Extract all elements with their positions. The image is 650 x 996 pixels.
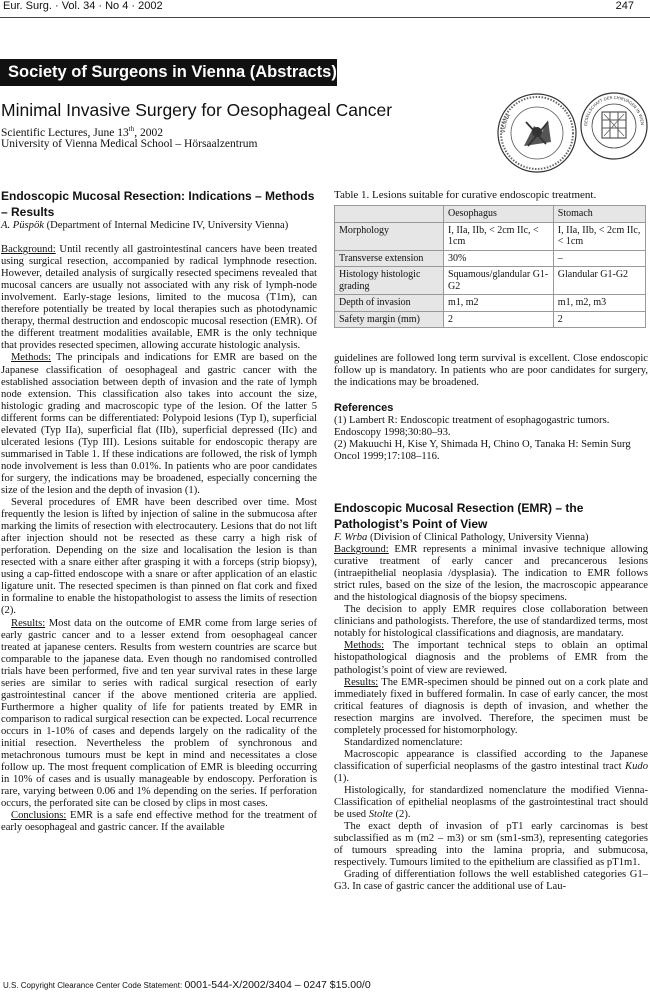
- table-row-label: Depth of invasion: [335, 295, 444, 312]
- table-row: [335, 295, 646, 312]
- table-corner-cell: [335, 206, 444, 223]
- table-row: [335, 267, 646, 295]
- table-cell: Glandular G1-G2: [553, 267, 645, 295]
- table-cell: m1, m2: [444, 295, 554, 312]
- page-number: 247: [615, 0, 634, 12]
- article2-author: [334, 532, 648, 544]
- table-row-label: Histology histologic grading: [335, 267, 444, 295]
- society-seal-icon: [580, 92, 648, 160]
- table-row: [335, 222, 646, 250]
- article1-author: [1, 220, 317, 232]
- reference-2: (2) Makuuchi H, Kise Y, Shimada H, Chino O, Tanaka H: Semin Surg Oncol 1999;17:108–116.: [334, 439, 631, 463]
- reference-1: (1) Lambert R: Endoscopic treatment of esophagogastric tumors. Endoscopy 1998;30:80–93.: [334, 415, 610, 439]
- article2-methods-text: The important technical steps to oblain an optimal histopathological diagnosis and the problems of EMR from the pathologist’s point of view are reviewed.: [334, 640, 648, 676]
- table-cell: 30%: [444, 250, 554, 267]
- table-header-oesophagus: Oesophagus: [444, 206, 554, 223]
- article1-continuation-column: [334, 353, 648, 463]
- seal2-text: GESELLSCHAFT DER CHIRURGEN IN WIEN: [582, 94, 646, 127]
- article2-results: [334, 677, 648, 737]
- article2-histo: [334, 785, 648, 821]
- article2-methods-label: Methods:: [344, 640, 385, 652]
- table-row: [335, 311, 646, 328]
- article2-title: Endoscopic Mucosal Resection (EMR) – the Pathologist’s Point of View: [334, 501, 584, 531]
- article1-para3: Several procedures of EMR have been described over time. Most frequently the lesion is lifted by injection of saline in the submucosa after marking the limits of resection with electrocautery. Lesions that do not lift after injection should not be resected as these carry a high risk of perforation. Depending on the size and localisation the lesion is than resected with a snare either after grasping it with a forceps (strip biopsy), using a cap-fitted endoscope with a snare or after application of an elastic ligature unit. The resected specimen is than pinned on flat cork and fixed in formaline to enable the histopathologist to assess the limits of resection (2).: [1, 497, 317, 617]
- article1-conclusions-text: EMR is a safe end effective method for the treatment of early oesophageal and gastric cancer. If the available: [1, 810, 317, 834]
- article2-nomenclature: Standardized nomenclature:: [344, 736, 463, 748]
- article1-methods: [1, 352, 317, 497]
- lecture-date-year: , 2002: [134, 126, 163, 139]
- table-header-stomach: Stomach: [553, 206, 645, 223]
- running-header: [0, 0, 650, 14]
- article2-background-text: EMR represents a minimal invasive technique allowing curative treatment of early cancer and precancerous lesions (intraepithelial neoplasia /dysplasia). The indication to EMR follows strict rules, based on the size of the lesion, the macroscopic appearance and the histological diagnosis of the biopsy specimens.: [334, 544, 648, 604]
- article1-results-label: Results:: [11, 617, 46, 629]
- table1-caption: Table 1. Lesions suitable for curative endoscopic treatment.: [334, 189, 597, 201]
- article1-author-name: A. Püspök: [1, 220, 44, 231]
- copyright-code: 0001-544-X/2002/3404 – 0247 $15.00/0: [184, 979, 371, 991]
- copyright-footer: [3, 979, 371, 991]
- table-cell: Squamous/glandular G1-G2: [444, 267, 554, 295]
- table-row: [335, 250, 646, 267]
- table-header-row: [335, 206, 646, 223]
- article1-background-label: Background:: [1, 244, 56, 256]
- article1-background: [1, 244, 317, 352]
- article2-macro-ref: (1).: [334, 772, 350, 784]
- journal-citation: Eur. Surg. · Vol. 34 · No 4 · 2002: [3, 0, 163, 12]
- article1-background-text: Until recently all gastrointestinal cancers have been treated using surgical resection, accompanied by radical lymphnode resection. However, detailed analysis of surgically resected specimens revealed that mucosal cancers are usually not associated with any risk of lymph-node involvement. Early-stage lesions, limited to the mucosa (T1m), can therefore potentially be treated by local therapies such as photodynamic therapy, thermal destruction and endoscopic mucosal resection (EMR). Of the different treatment modalities available, EMR is the only technique that provides resected specimen, allowing accurate histologic analysis.: [1, 244, 317, 352]
- article1-title: Endoscopic Mucosal Resection: Indications – Methods – Results: [1, 189, 315, 219]
- article2-macro: [334, 749, 648, 785]
- university-seal-icon: [496, 92, 578, 174]
- article1-methods-text: The principals and indications for EMR are based on the Japanese classification of oesophageal and gastric cancer with the established association between depth of invasion and the rate of lymph node extension. This classification also takes into account the size, histologic grading and macroscopic type of the lesion. Of the latter 5 different forms can be differentiated: Polypoid lesions (Typ I), superficial elevated (Typ IIa), superficial flat (IIb), superficial depressed (IIc) and ulcerated lesions (Typ III). Lesions suitable for endoscopic therapy are summarised in Table 1. If these indications are followed, the risk of lymph node involvement is less than 0.01%. In patients who are poor candidates for surgery, the indications may be broadened, especially concerning the size of the lesion and the depth of invasion (1).: [1, 352, 317, 496]
- header-rule: [0, 17, 650, 18]
- lecture-date: [1, 125, 163, 139]
- article2-column: [334, 500, 648, 893]
- lecture-date-text: Scientific Lectures, June 13: [1, 126, 129, 139]
- references-title: References: [334, 402, 394, 415]
- article2-author-name: F. Wrba: [334, 532, 368, 543]
- table-cell: 2: [553, 311, 645, 328]
- article2-background-label: Background:: [334, 544, 389, 556]
- article2-depth: The exact depth of invasion of pT1 early carcinomas is best subclassified as m (m2 – m3) or sm (sm1-sm3), representing categories of tumours spreading into the lamina propria, and submucosa, respectively. Tumours limited to the epithelium are classified as pT1m1.: [334, 821, 648, 869]
- table-row-label: Transverse extension: [335, 250, 444, 267]
- article2-background: [334, 544, 648, 604]
- article2-results-label: Results:: [344, 676, 379, 688]
- table-cell: m1, m2, m3: [553, 295, 645, 312]
- table-cell: –: [553, 250, 645, 267]
- article2-para2: The decision to apply EMR requires close collaboration between clinicians and pathologists. Therefore, the use of standardized terms, most notably for histological classifications and diagnosis, are mandatary.: [334, 604, 649, 640]
- section-banner: Society of Surgeons in Vienna (Abstracts): [0, 59, 337, 86]
- article2-macro-text: Macroscopic appearance is classified according to the Japanese classification of superficial neoplasms of the gastro intestinal tract: [334, 748, 648, 772]
- table-row-label: Morphology: [335, 222, 444, 250]
- article2-methods: [334, 640, 648, 676]
- article1-results-text: Most data on the outcome of EMR come from large series of early gastric cancer and to a lesser extend from oesophageal cancer treated at japanese centers. Results from western countries are scarce but comparable to the japanese data. Even though no randomised controlled trials have been performed, five and ten year survival rates in these large series are similar to series with radical surgical resection of early gastrointestinal cancer if the above mentioned criteria are applied. Furthermore a higher quality of life for patients treated by EMR in comparison to radical surgical resection can be expected. Local recurrence occurs in 1-10% of cases and depends largely on the radicality of the initial resection. Nevertheless the problem of synchronous and metachronous tumours must be kept in mind and necessitates a close follow up. The most frequent complication of EMR is bleeding occurring in 10% of cases and is usually manageable by endoscopy. Perforation is rare, varying between 0.06 and 1% depending on the series. If perforation occurs, the perforated site can be closed by clips in most cases.: [1, 617, 317, 810]
- copyright-statement: U.S. Copyright Clearance Center Code Statement:: [3, 981, 183, 990]
- article2-author-affil: (Division of Clinical Pathology, University Vienna): [367, 532, 589, 543]
- table-cell: I, IIa, IIb, < 2cm IIc, < 1cm: [553, 222, 645, 250]
- article2-grading: Grading of differentiation follows the well established categories G1– G3. In case of gastric cancer the additional use of Lau-: [334, 869, 648, 893]
- lecture-date-sup: th: [128, 125, 135, 133]
- article1-column: [1, 188, 317, 834]
- article2-macro-author: Kudo: [625, 760, 648, 772]
- table-cell: I, IIa, IIb, < 2cm IIc, < 1cm: [444, 222, 554, 250]
- article2-histo-text: Histologically, for standardized nomenclature the modified Vienna-Classification of epithelial neoplasms of the gastrointestinal tract should be used: [334, 784, 648, 821]
- article1-methods-label: Methods:: [11, 352, 52, 364]
- article2-histo-ref: (2).: [392, 809, 411, 821]
- venue: University of Vienna Medical School – Hörsaalzentrum: [1, 138, 258, 150]
- article1-conclusions: [1, 810, 317, 834]
- table-row-label: Safety margin (mm): [335, 311, 444, 328]
- article2-histo-author: Stolte: [368, 809, 393, 821]
- seal1-text: VIENNA: [500, 113, 513, 134]
- article1-results: [1, 618, 317, 811]
- main-title: Minimal Invasive Surgery for Oesophageal Cancer: [1, 100, 393, 120]
- table1: [334, 205, 646, 328]
- article1-author-affil: (Department of Internal Medicine IV, University Vienna): [43, 220, 289, 231]
- article1-conclusions-label: Conclusions:: [11, 810, 67, 822]
- article1-continuation: guidelines are followed long term survival is excellent. Close endoscopic follow up is mandatory. In patients who are poor candidates for surgery, the indications may be broadened.: [334, 353, 648, 389]
- article2-results-text: The EMR-specimen should be pinned out on a cork plate and immediately fixed in buffered formalin. In case of early cancer, the most critical features of diagnosis is depth of invasion, and whether the resection margins are involved. Therefore, the specimen must be completely processed for histomorphology.: [334, 676, 648, 736]
- table-cell: 2: [444, 311, 554, 328]
